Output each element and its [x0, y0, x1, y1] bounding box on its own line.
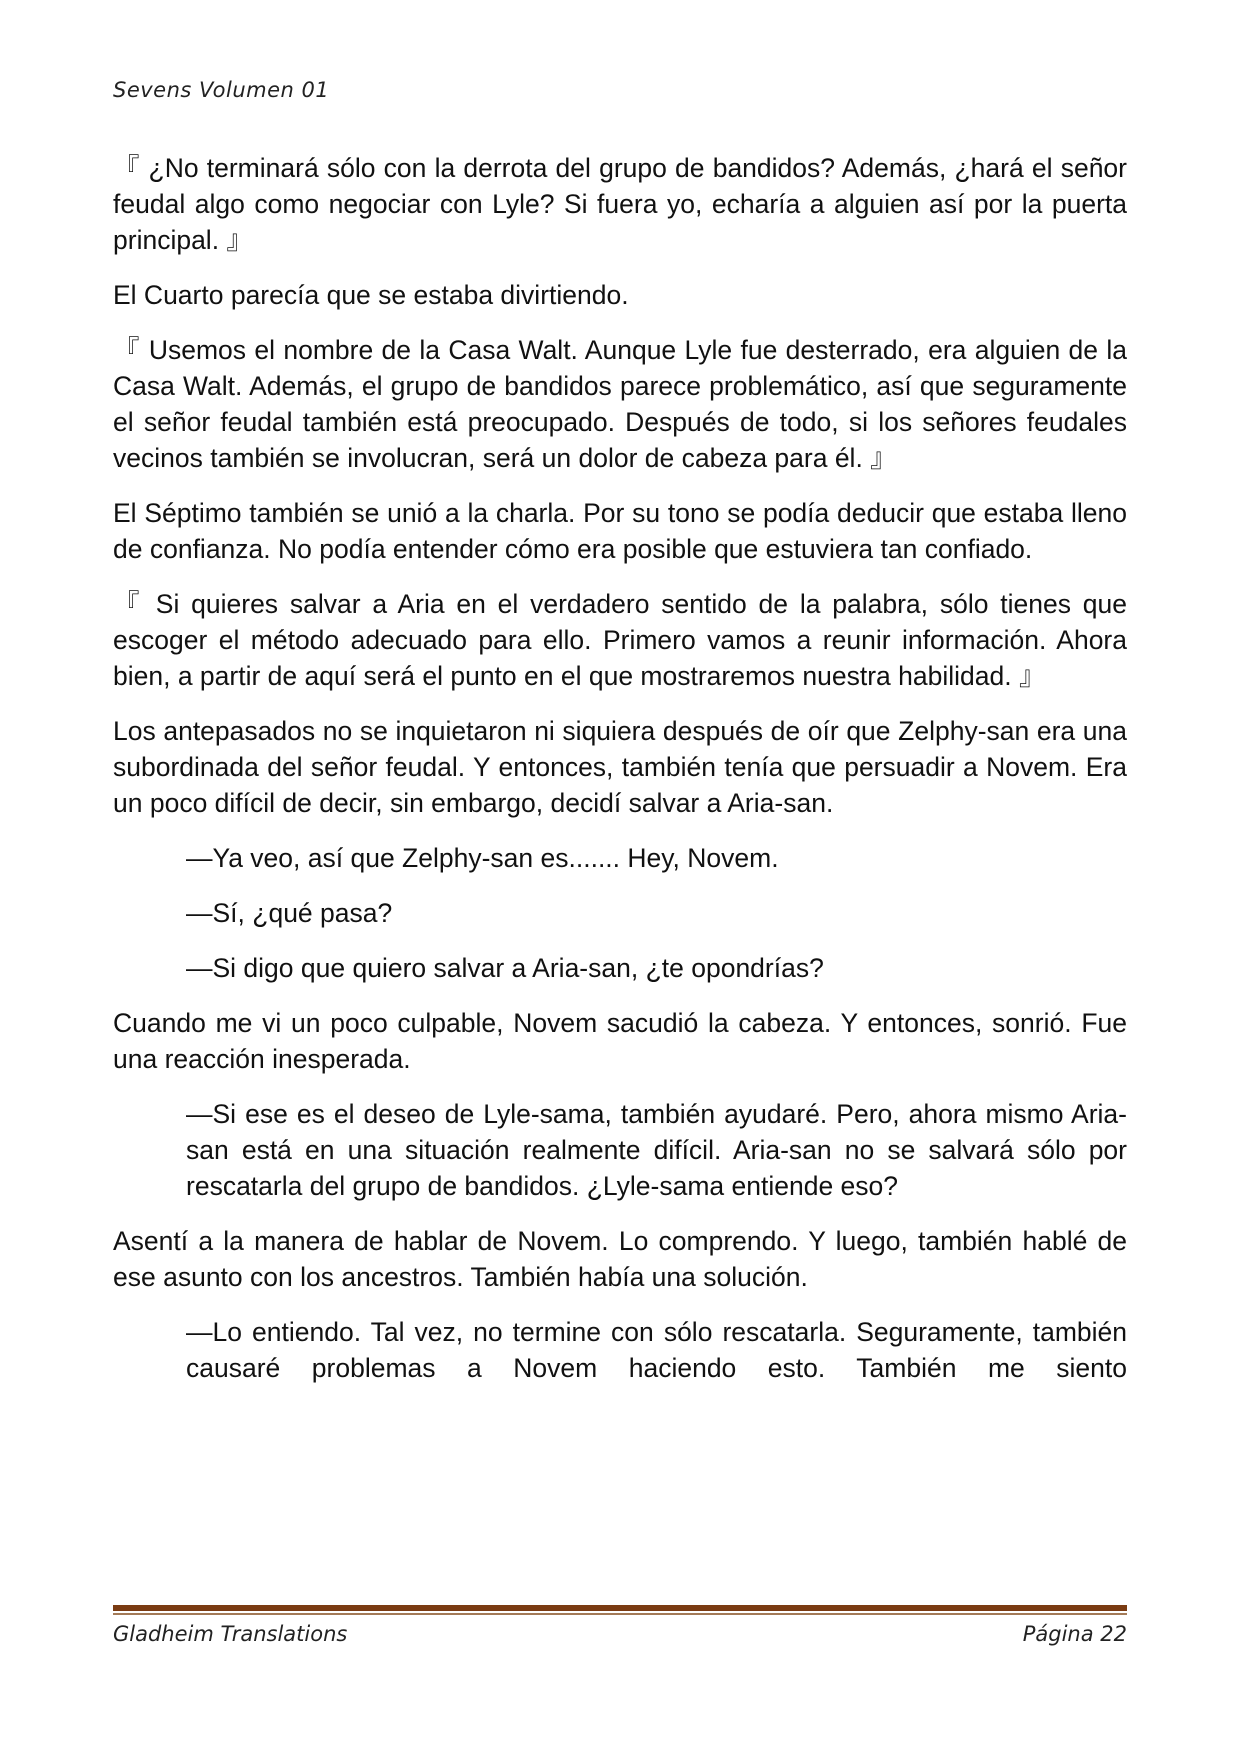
footer-rule — [113, 1605, 1127, 1615]
dialogue-line: —Sí, ¿qué pasa? — [186, 898, 393, 928]
dialogue-line: —Si digo que quiero salvar a Aria-san, ¿te opondrías? — [186, 953, 824, 983]
paragraph: 『 Si quieres salvar a Aria en el verdadero sentido de la palabra, sólo tienes que escoger el método adecuado para ello. Primero vamos a reunir información. Ahora bien, a partir de aquí será el punto en el que mostraremos nuestra habilidad. 』 — [113, 589, 1127, 691]
page-number: Página 22 — [1022, 1622, 1127, 1646]
footer-publisher: Gladheim Translations — [113, 1622, 348, 1646]
paragraph: 『 Usemos el nombre de la Casa Walt. Aunque Lyle fue desterrado, era alguien de la Casa Walt. Además, el grupo de bandidos parece problemático, así que seguramente el señor feudal también está preocupado. Después de todo, si los señores feudales vecinos también se involucran, será un dolor de cabeza para él. 』 — [113, 335, 1127, 473]
dialogue-line: —Lo entiendo. Tal vez, no termine con sólo rescatarla. Seguramente, también causaré problemas a Novem haciendo esto. También me siento — [186, 1317, 1127, 1383]
paragraph: Cuando me vi un poco culpable, Novem sacudió la cabeza. Y entonces, sonrió. Fue una reacción inesperada. — [113, 1008, 1127, 1074]
running-header: Sevens Volumen 01 — [113, 78, 330, 102]
dialogue-line: —Ya veo, así que Zelphy-san es....... Hey, Novem. — [186, 843, 779, 873]
paragraph: 『 ¿No terminará sólo con la derrota del grupo de bandidos? Además, ¿hará el señor feudal algo como negociar con Lyle? Si fuera yo, echaría a alguien así por la puerta principal. 』 — [113, 153, 1127, 255]
dialogue-line: —Si ese es el deseo de Lyle-sama, también ayudaré. Pero, ahora mismo Aria-san está en una situación realmente difícil. Aria-san no se salvará sólo por rescatarla del grupo de bandidos. ¿Lyle-sama entiende eso? — [186, 1099, 1127, 1201]
paragraph: El Séptimo también se unió a la charla. Por su tono se podía deducir que estaba lleno de confianza. No podía entender cómo era posible que estuviera tan confiado. — [113, 498, 1127, 564]
page-footer — [113, 1622, 1127, 1646]
paragraph: Asentí a la manera de hablar de Novem. Lo comprendo. Y luego, también hablé de ese asunto con los ancestros. También había una solución. — [113, 1226, 1127, 1292]
paragraph: El Cuarto parecía que se estaba divirtiendo. — [113, 280, 629, 310]
page-body — [113, 150, 1127, 1405]
paragraph: Los antepasados no se inquietaron ni siquiera después de oír que Zelphy-san era una subordinada del señor feudal. Y entonces, también tenía que persuadir a Novem. Era un poco difícil de decir, sin embargo, decidí salvar a Aria-san. — [113, 716, 1127, 818]
